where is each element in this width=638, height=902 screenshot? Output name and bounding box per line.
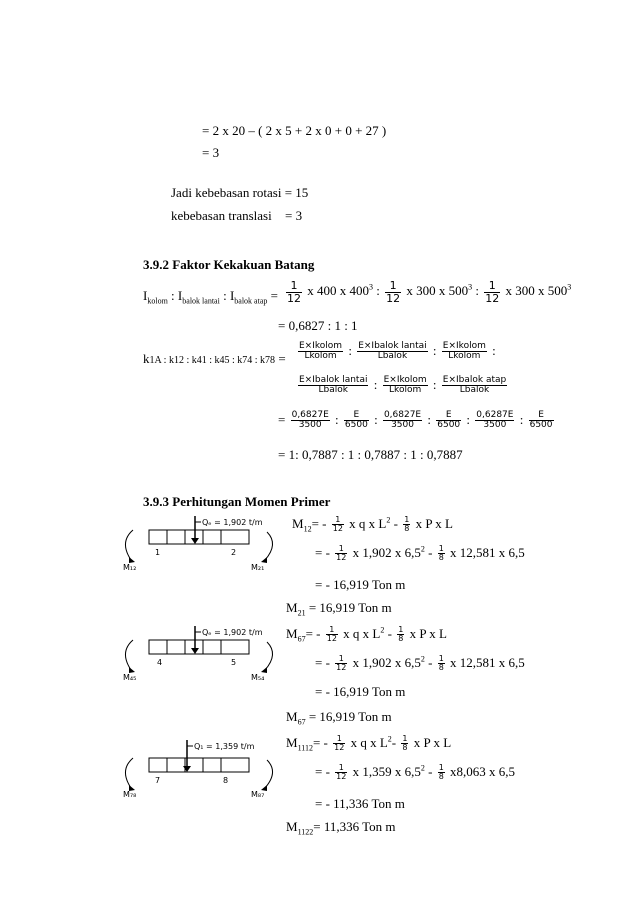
node-right: 2 bbox=[231, 548, 237, 557]
stiffness-result: = 1: 0,7887 : 1 : 0,7887 : 1 : 0,7887 bbox=[278, 447, 463, 462]
node-left: 4 bbox=[157, 658, 163, 667]
node-left: 7 bbox=[155, 776, 161, 785]
m12-formula: $M_{12}=$ - $\frac{1}{12}$ x q x $L^2$ - $\frac{1}{8}$ x P x L bbox=[292, 515, 454, 534]
moment-left: M₁₂ bbox=[123, 563, 137, 572]
moment-right: M₂₁ bbox=[251, 563, 265, 572]
inertia-ratio-line: $I_{kolom}$ : $I_{balok lantai}$ : $I_{balok atap}$ = bbox=[143, 288, 278, 306]
translation-dof-label: kebebasan translasi bbox=[171, 208, 272, 223]
moment-left: M₇₈ bbox=[123, 790, 137, 798]
calc-line-1: = 2 x 20 – ( 2 x 5 + 2 x 0 + 0 + 27 ) bbox=[202, 123, 387, 138]
translation-dof-value: = 3 bbox=[285, 208, 303, 223]
stiffness-ratio-label: k1A : k12 : k41 : k45 : k74 : k78 = bbox=[143, 351, 286, 366]
beam-diagram-2 bbox=[115, 620, 285, 682]
m21-result: $M_{21} = 16,919$ Ton m bbox=[286, 600, 392, 618]
stiffness-values: = $\frac{0,6827E}{3500}$ : $\frac{E}{6500}$ : $\frac{0,6827E}{3500}$ : $\frac{E}{6500}$ : $\frac{0,6287E}{3500}$ : $\frac{E}{6500}$ bbox=[278, 410, 553, 431]
m1112-result: = - 11,336 Ton m bbox=[315, 796, 405, 811]
m12-substitution: = - $\frac{1}{12}$ x 1,902 x $6,5^2$ - $\frac{1}{8}$ x 12,581 x 6,5 bbox=[315, 544, 525, 563]
moment-right: M₈₇ bbox=[251, 790, 265, 798]
load-label: Qₑ = 1,902 t/m bbox=[202, 518, 263, 527]
node-right: 5 bbox=[231, 658, 237, 667]
stiffness-fractions-row2: $\frac{\text{E×Ibalok lantai}}{\text{Lbalok}}$ : $\frac{\text{E×Ikolom}}{\text{Lkolom}}$ : $\frac{\text{E×Ibalok atap}}{\text{Lbalok}}$ bbox=[299, 375, 507, 396]
m12-result: = - 16,919 Ton m bbox=[315, 577, 406, 592]
m67-formula: $M_{67}=$ - $\frac{1}{12}$ x q x $L^2$ - $\frac{1}{8}$ x P x L bbox=[286, 625, 448, 644]
section-heading-393: 3.9.3 Perhitungan Momen Primer bbox=[143, 494, 331, 509]
m67-substitution: = - $\frac{1}{12}$ x 1,902 x $6,5^2$ - $\frac{1}{8}$ x 12,581 x 6,5 bbox=[315, 654, 525, 673]
inertia-expression: $\frac{1}{12}$ x 400 x $400^3$ : $\frac{1}{12}$ x 300 x $500^3$ : $\frac{1}{12}$ x 300 x $500^3$ bbox=[287, 279, 572, 305]
beam-diagram-3 bbox=[115, 736, 285, 798]
section-heading-392: 3.9.2 Faktor Kekakuan Batang bbox=[143, 257, 315, 272]
load-label: Q₁ = 1,359 t/m bbox=[194, 742, 255, 751]
beam-diagram-1 bbox=[115, 510, 285, 572]
load-label: Qₑ = 1,902 t/m bbox=[202, 628, 263, 637]
moment-right: M₅₄ bbox=[251, 673, 265, 682]
m1112-formula: $M_{1112}=$ - $\frac{1}{12}$ x q x $L^2-$ $\frac{1}{8}$ x P x L bbox=[286, 734, 452, 753]
moment-left: M₄₅ bbox=[123, 673, 137, 682]
m1122-result: $M_{1122}= 11,336$ Ton m bbox=[286, 819, 396, 837]
stiffness-fractions-row1: $\frac{\text{E×Ikolom}}{\text{Lkolom}}$ : $\frac{\text{E×Ibalok lantai}}{\text{Lbalok}}$ : $\frac{\text{E×Ikolom}}{\text{Lkolom}}$ : bbox=[299, 341, 496, 362]
m67-result: = - 16,919 Ton m bbox=[315, 684, 406, 699]
m67-positive-result: $M_{67} = 16,919$ Ton m bbox=[286, 709, 392, 727]
node-left: 1 bbox=[155, 548, 161, 557]
inertia-ratio-value: = 0,6827 : 1 : 1 bbox=[278, 318, 358, 333]
m1112-substitution: = - $\frac{1}{12}$ x 1,359 x $6,5^2$ - $\frac{1}{8}$ x8,063 x 6,5 bbox=[315, 763, 516, 782]
calc-line-2: = 3 bbox=[202, 145, 220, 160]
node-right: 8 bbox=[223, 776, 229, 785]
rotation-dof: Jadi kebebasan rotasi = 15 bbox=[171, 185, 309, 200]
